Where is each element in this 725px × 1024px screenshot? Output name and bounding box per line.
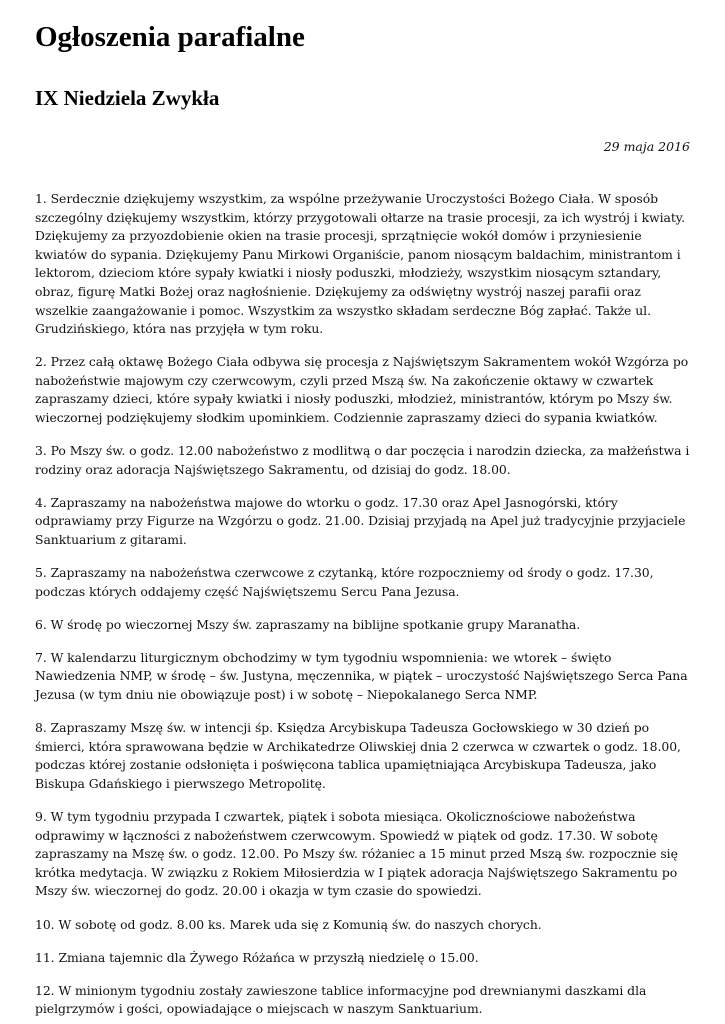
announcement-item: 11. Zmiana tajemnic dla Żywego Różańca w przyszłą niedzielę o 15.00.: [35, 949, 479, 965]
announcement-item: 3. Po Mszy św. o godz. 12.00 nabożeństwo z modlitwą o dar poczęcia i narodzin dziecka, za małżeństwa i rodziny oraz adoracja Najświętszego Sakramentu, od dzisiaj do godz. 18.00.: [35, 443, 690, 477]
page-subtitle: IX Niedziela Zwykła: [35, 86, 220, 110]
announcement-item: 8. Zapraszamy Mszę św. w intencji śp. Księdza Arcybiskupa Tadeusza Gocłowskiego w 30 dzień po śmierci, która sprawowana będzie w Archikatedrze Oliwskiej dnia 2 czerwca w czwartek o godz. 18.00, podczas której zostanie odsłonięta i poświęcona tablica upamiętniająca Arcybiskupa Tadeusza, jako Biskupa Gdańskiego i pierwszego Metropolitę.: [35, 720, 681, 791]
announcement-item: 9. W tym tygodniu przypada I czwartek, piątek i sobota miesiąca. Okolicznościowe nabożeństwa odprawimy w łączności z nabożeństwem czerwcowym. Spowiedź w piątek od godz. 17.30. W sobotę zapraszamy na Mszę św. o godz. 12.00. Po Mszy św. różaniec a 15 minut przed Mszą św. rozpocznie się krótka medytacja. W związku z Rokiem Miłosierdzia w I piątek adoracja Najświętszego Sakramentu po Mszy św. wieczornej do godz. 20.00 i okazja w tym czasie do spowiedzi.: [35, 809, 678, 899]
announcement-list: [35, 190, 690, 1019]
announcement-item: 10. W sobotę od godz. 8.00 ks. Marek uda się z Komunią św. do naszych chorych.: [35, 916, 542, 932]
announcement-item: 2. Przez całą oktawę Bożego Ciała odbywa się procesja z Najświętszym Sakramentem wokół Wzgórza po nabożeństwie majowym czy czerwcowym, czyli przed Mszą św. Na zakończenie oktawy w czwartek zapraszamy dzieci, które sypały kwiatki i niosły poduszki, młodzież, ministrantów, którym po Mszy św. wieczornej podziękujemy słodkim upominkiem. Codziennie zapraszamy dzieci do sypania kwiatków.: [35, 354, 689, 426]
announcement-item: 1. Serdecznie dziękujemy wszystkim, za wspólne przeżywanie Uroczystości Bożego Ciała. W sposób szczególny dziękujemy wszystkim, którzy przygotowali ołtarze na trasie procesji, za ich wystrój i kwiaty. Dziękujemy za przyozdobienie okien na trasie procesji, sprzątnięcie wokół domów i przyniesienie kwiatów do sypania. Dziękujemy Panu Mirkowi Organiście, panom niosącym baldachim, ministrantom i lektorom, dzieciom które sypały kwiatki i niosły poduszki, młodzieży, wszystkim niosącym sztandary, obraz, figurę Matki Bożej oraz nagłośnienie. Dziękujemy za odświętny wystrój naszej parafii oraz wszelkie zaangażowanie i pomoc. Wszystkim za wszystko składam serdeczne Bóg zapłać. Także ul. Grudzińskiego, która nas przyjęła w tym roku.: [35, 191, 685, 337]
announcement-item: 7. W kalendarzu liturgicznym obchodzimy w tym tygodniu wspomnienia: we wtorek – święto Nawiedzenia NMP, w środę – św. Justyna, męczennika, w piątek – uroczystość Najświętszego Serca Pana Jezusa (w tym dniu nie obowiązuje post) i w sobotę – Niepokalanego Serca NMP.: [35, 649, 688, 703]
announcement-date: 29 maja 2016: [603, 139, 690, 154]
announcement-item: 6. W środę po wieczornej Mszy św. zapraszamy na biblijne spotkanie grupy Maranatha.: [35, 616, 581, 632]
announcement-item: 5. Zapraszamy na nabożeństwa czerwcowe z czytanką, które rozpoczniemy od środy o godz. 17.30, podczas których oddajemy część Najświętszemu Sercu Pana Jezusa.: [35, 565, 654, 599]
announcement-item: 4. Zapraszamy na nabożeństwa majowe do wtorku o godz. 17.30 oraz Apel Jasnogórski, który odprawiamy przy Figurze na Wzgórzu o godz. 21.00. Dzisiaj przyjadą na Apel już tradycyjnie przyjaciele Sanktuarium z gitarami.: [35, 494, 686, 547]
announcement-item: 12. W minionym tygodniu zostały zawieszone tablice informacyjne pod drewnianymi daszkami dla pielgrzymów i gości, opowiadające o miejscach w naszym Sanktuarium.: [35, 982, 647, 1017]
page-title: Ogłoszenia parafialne: [35, 21, 305, 53]
